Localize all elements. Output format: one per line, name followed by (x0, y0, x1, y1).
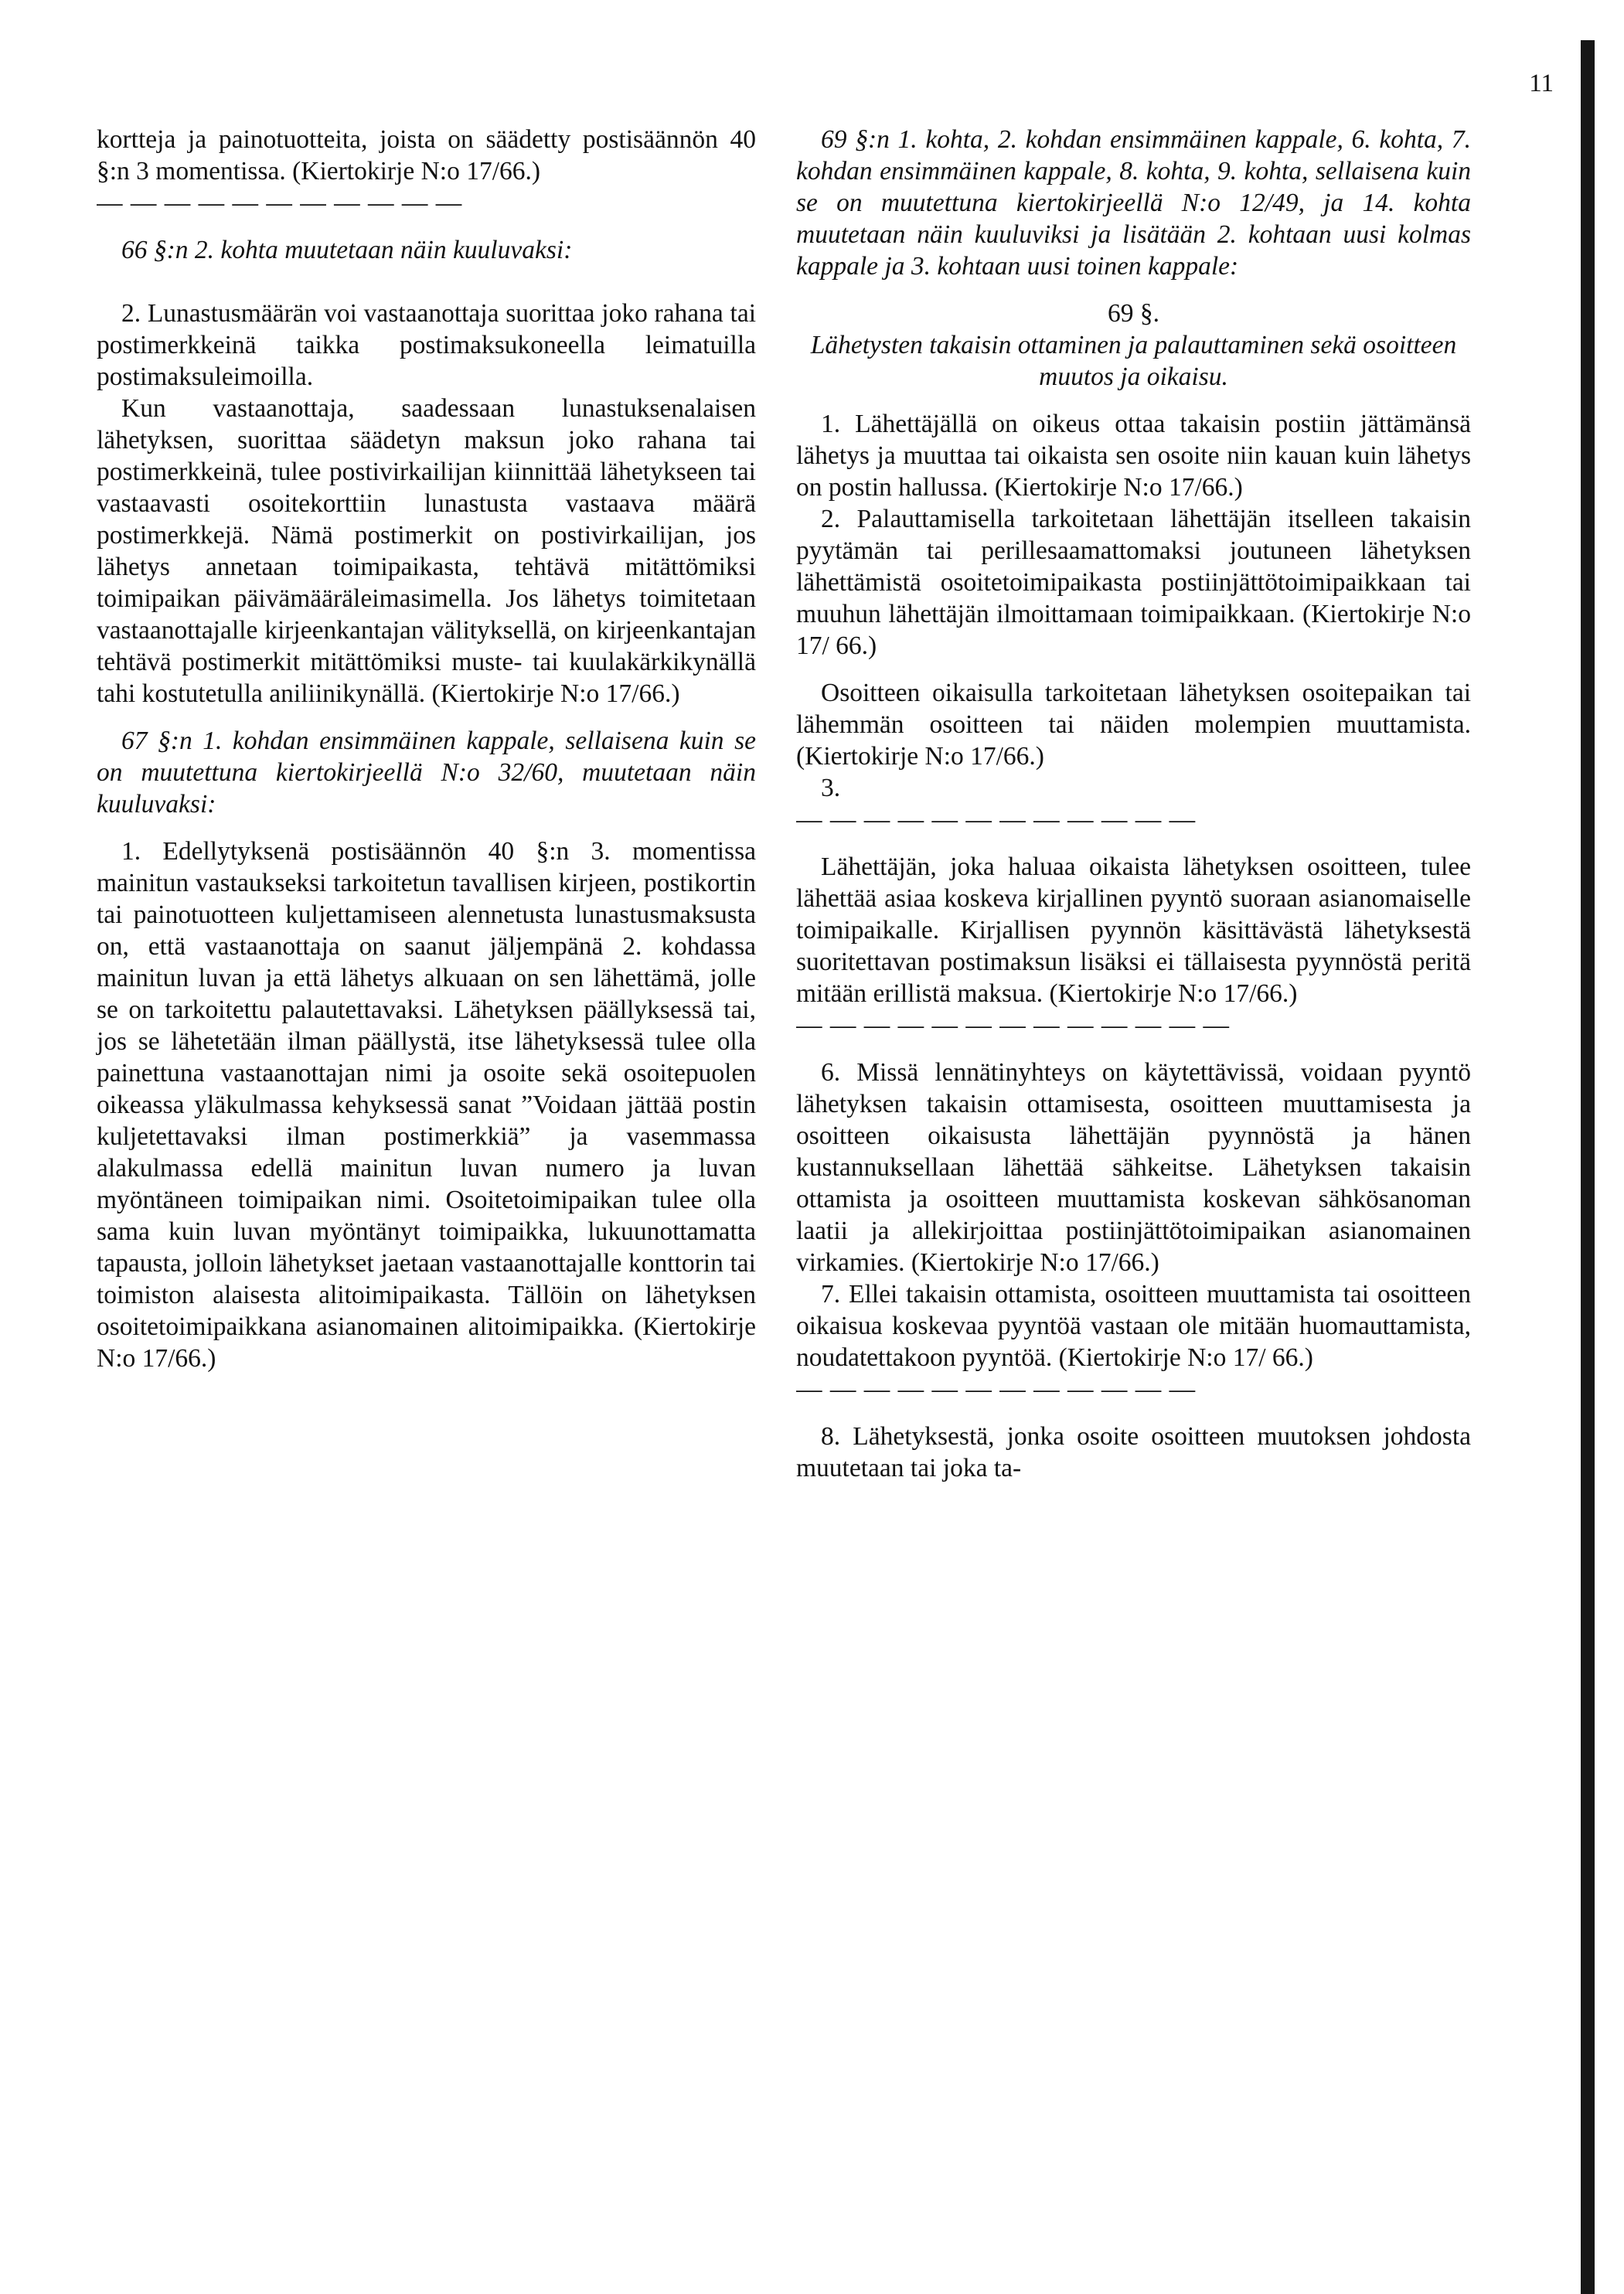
paragraph-item-8: 8. Lähetyksestä, jonka osoite osoitteen muutoksen johdosta muutetaan tai joka ta- (796, 1422, 1471, 1482)
page-edge-bar (1581, 40, 1595, 2294)
paragraph-item-6: 6. Missä lennätinyhteys on käytettävissä, voidaan pyyntö lähetyksen takaisin ottamisesta, osoitteen muuttamisesta ja osoitteen oikaisusta lähettäjän pyynnöstä ja hänen kustannuksellaan lähettää sähkeitse. Lähetyksen takaisin ottamista ja osoitteen muuttamista koskevan sähkösanoman laatii ja allekirjoittaa postiinjättötoimipaikan asianomainen virkamies. (Kiertokirje N:o 17/66.) (796, 1058, 1471, 1277)
section-title: Lähetysten takaisin ottaminen ja palauttaminen sekä osoitteen muutos ja oikaisu. (810, 331, 1457, 391)
omission-dashes: — — — — — — — — — — — — (796, 805, 1197, 834)
paragraph-item-3: 3. (821, 774, 841, 802)
amendment-intro-69: 69 §:n 1. kohta, 2. kohdan ensimmäinen kappale, 6. kohta, 7. kohdan ensimmäinen kappale, 8. kohta, 9. kohta, sellaisena kuin se on muutettuna kiertokirjeellä N:o 12/49, ja 14. kohta muutetaan näin kuuluviksi ja lisätään 2. kohtaan uusi kolmas kappale ja 3. kohtaan uusi toinen kappale: (796, 125, 1471, 281)
amendment-intro-66: 66 §:n 2. kohta muutetaan näin kuuluvaksi: (121, 236, 573, 264)
paragraph-item-7: 7. Ellei takaisin ottamista, osoitteen muuttamista tai osoitteen oikaisua koskevaa pyyntöä vastaan ole mitään huomauttamista, noudatettakoon pyyntöä. (Kiertokirje N:o 17/ 66.) (796, 1280, 1471, 1372)
paragraph-item-1: 1. Edellytyksenä postisäännön 40 §:n 3. momentissa mainitun vastaukseksi tarkoitetun tavallisen kirjeen, postikortin tai painotuotteen kuljettamiseen alennetusta lunastusmaksusta on, että vastaanottaja on saanut jäljempänä 2. kohdassa mainitun luvan ja että lähetys alkuaan on sen lähettämä, jolle se on tarkoitettu palautettavaksi. Lähetyksen päällyksessä tai, jos se lähetetään ilman päällystä, itse lähetyksessä tulee olla painettuna vastaanottajan nimi ja osoite sekä osoitepuolen oikeassa yläkulmassa kehyksessä sanat ”Voidaan jättää postin kuljetettavaksi ilman postimerkkiä” ja vasemmassa alakulmassa edellä mainitun luvan numero ja luvan myöntäneen toimipaikan nimi. Osoitetoimipaikan tulee olla sama kuin luvan myöntänyt toimipaikka, lukuunottamatta tapausta, jolloin lähetykset jaetaan vastaanottajalle konttorin tai toimiston alaisesta alitoimipaikasta. Tällöin on lähetyksen osoitetoimipaikkana asianomainen alitoimipaikka. (Kiertokirje N:o 17/66.) (97, 837, 756, 1373)
omission-dashes: — — — — — — — — — — — (97, 189, 463, 217)
omission-dashes: — — — — — — — — — — — — — (796, 1011, 1230, 1040)
amendment-intro-67: 67 §:n 1. kohdan ensimmäinen kappale, sellaisena kuin se on muutettuna kiertokirjeellä N:o 32/60, muutetaan näin kuuluvaksi: (97, 727, 756, 819)
section-number: 69 §. (1108, 299, 1159, 328)
paragraph-item-2: 2. Palauttamisella tarkoitetaan lähettäjän itselleen takaisin pyytämän tai perillesaamattomaksi joutuneen lähetyksen lähettämistä osoitetoimipaikasta postiinjättötoimipaikkaan tai muuhun lähettäjän ilmoittamaan toimipaikkaan. (Kiertokirje N:o 17/ 66.) (796, 505, 1471, 660)
omission-dashes: — — — — — — — — — — — — (796, 1375, 1197, 1404)
paragraph-osoitteen: Osoitteen oikaisulla tarkoitetaan lähetyksen osoitepaikan tai lähemmän osoitteen tai näiden molempien muuttamista. (Kiertokirje N:o 17/66.) (796, 679, 1471, 771)
page-number: 11 (1529, 70, 1554, 97)
right-column (796, 124, 1471, 1484)
left-column (97, 124, 756, 1374)
paragraph-continued: kortteja ja painotuotteita, joista on säädetty postisäännön 40 §:n 3 momentissa. (Kiertokirje N:o 17/66.) (97, 125, 756, 185)
paragraph-lahettajan: Lähettäjän, joka haluaa oikaista lähetyksen osoitteen, tulee lähettää asiaa koskeva kirjallinen pyyntö suoraan asianomaiselle toimipaikalle. Kirjallisen pyynnön käsittävästä lähetyksestä suoritettavan postimaksun lisäksi ei tällaisesta pyynnöstä peritä mitään erillistä maksua. (Kiertokirje N:o 17/66.) (796, 853, 1471, 1008)
paragraph-kun: Kun vastaanottaja, saadessaan lunastuksenalaisen lähetyksen, suorittaa säädetyn maksun joko rahana tai postimerkkeinä, tulee postivirkailijan kiinnittää lähetykseen tai vastaavasti osoitekorttiin lunastusta vastaava määrä postimerkkejä. Nämä postimerkit on postivirkailijan, jos lähetys annetaan toimipaikasta, tehtävä mitättömiksi toimipaikan päivämääräleimasimella. Jos lähetys toimitetaan vastaanottajalle kirjeenkantajan välityksellä, on kirjeenkantajan tehtävä postimerkit mitättömiksi muste- tai kuulakärkikynällä tahi kostutetulla aniliinikynällä. (Kiertokirje N:o 17/66.) (97, 394, 756, 708)
paragraph-item-1: 1. Lähettäjällä on oikeus ottaa takaisin postiin jättämänsä lähetys ja muuttaa tai oikaista sen osoite niin kauan kuin lähetys on postin hallussa. (Kiertokirje N:o 17/66.) (796, 410, 1471, 502)
paragraph-item-2: 2. Lunastusmäärän voi vastaanottaja suorittaa joko rahana tai postimerkkeinä taikka postimaksukoneella leimatuilla postimaksuleimoilla. (97, 299, 756, 391)
